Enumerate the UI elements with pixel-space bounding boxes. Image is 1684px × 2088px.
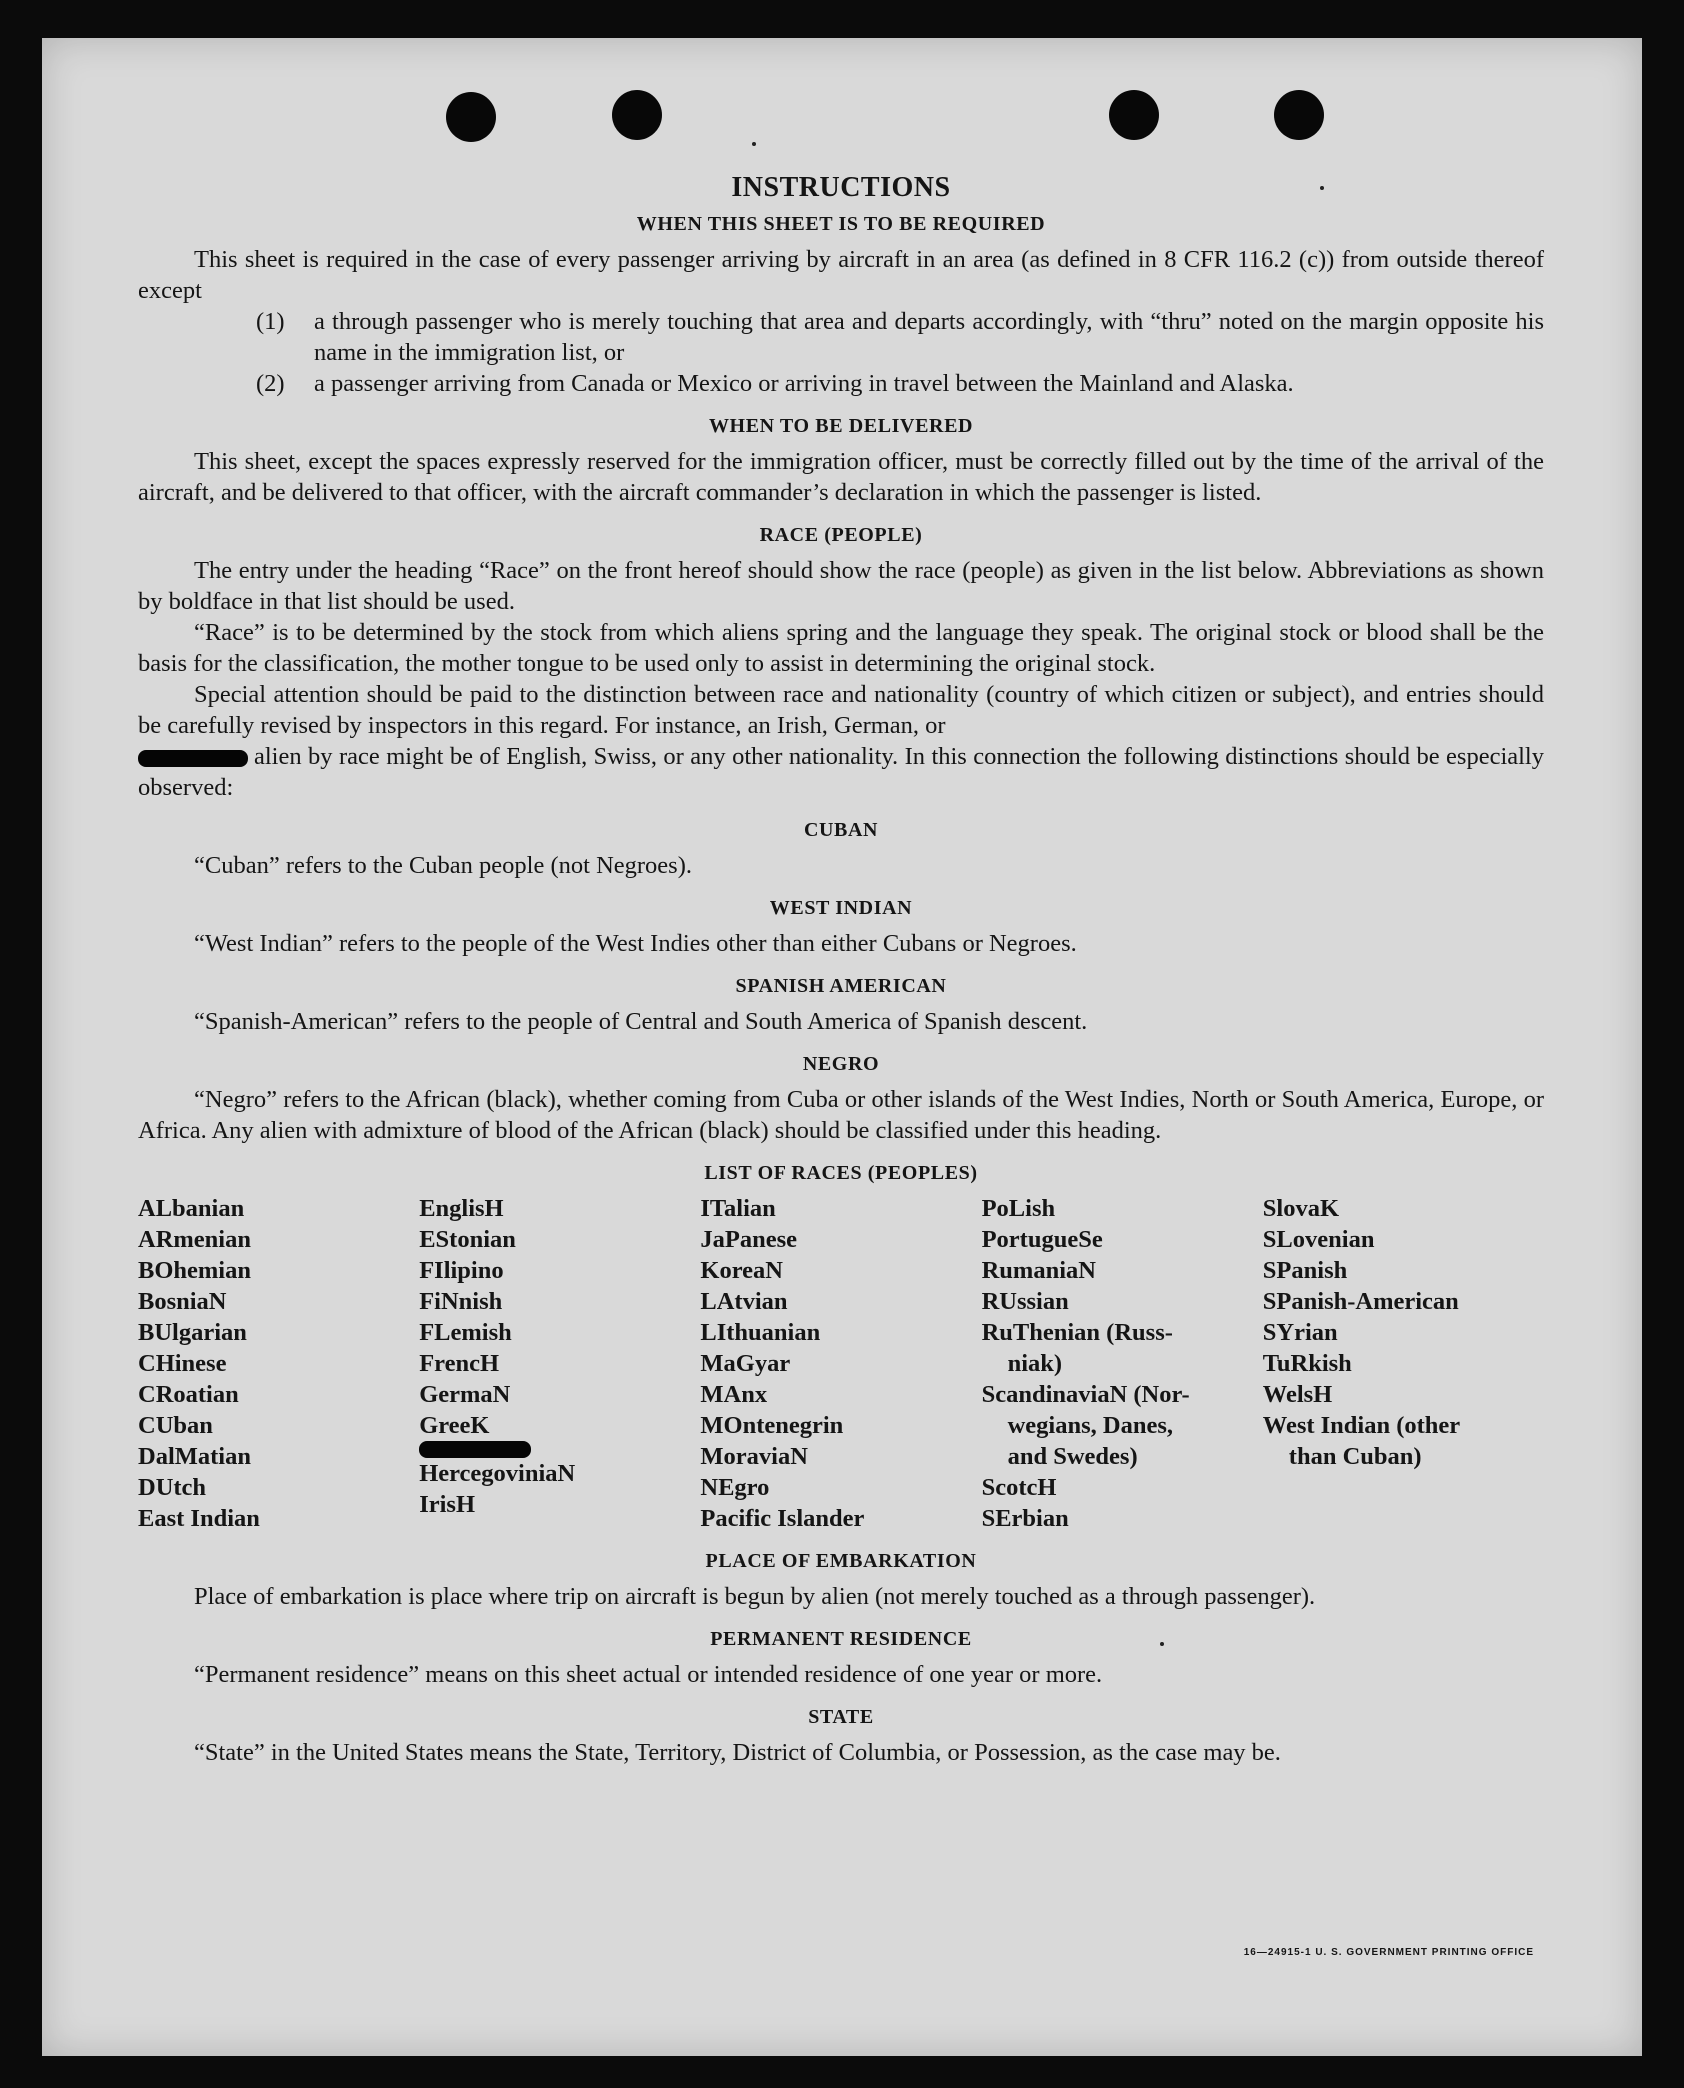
spanish-american-text: “Spanish-American” refers to the people of Central and South America of Spanish descent. [194, 1008, 1088, 1035]
races-column-3 [700, 1193, 981, 1534]
races-list [138, 1193, 1544, 1534]
race-entry: MoraviaN [700, 1443, 808, 1470]
race-paragraph-1: The entry under the heading “Race” on the front hereof should show the race (people) as given in the list below. Abbreviations as shown by boldface in that list should be used. [138, 557, 1544, 615]
heading-race: RACE (PEOPLE) [759, 524, 923, 546]
instructions-body [138, 166, 1544, 1768]
race-entry-continued: than Cuban) [1288, 1443, 1422, 1470]
race-entry: KoreaN [700, 1257, 783, 1284]
race-entry: RuThenian (Russ- [981, 1319, 1173, 1346]
document-sheet [42, 38, 1642, 2056]
race-entry: SPanish [1262, 1257, 1348, 1284]
west-indian-text: “West Indian” refers to the people of the West Indies other than either Cubans or Negroes. [194, 930, 1077, 957]
race-entry: SYrian [1262, 1319, 1338, 1346]
race-entry: RUssian [981, 1288, 1069, 1315]
race-entry: ALbanian [138, 1195, 245, 1222]
punch-hole-2 [612, 90, 662, 140]
embarkation-text: Place of embarkation is place where trip on aircraft is begun by alien (not merely touched as a through passenger). [194, 1583, 1316, 1610]
race-entry: GreeK [419, 1412, 490, 1439]
race-entry: MaGyar [700, 1350, 791, 1377]
printer-imprint: 16—24915-1 U. S. GOVERNMENT PRINTING OFFICE [1243, 1947, 1534, 1958]
race-entry: DalMatian [138, 1443, 251, 1470]
item-text: a passenger arriving from Canada or Mexico or arriving in travel between the Mainland and Alaska. [314, 370, 1294, 397]
heading-state: STATE [808, 1706, 874, 1728]
race-paragraph-3-end: alien by race might be of English, Swiss, or any other nationality. In this connection the following distinctions should be especially observed: [138, 743, 1544, 801]
race-entry: BUlgarian [138, 1319, 247, 1346]
race-entry: FLemish [419, 1319, 512, 1346]
page-title: INSTRUCTIONS [731, 172, 951, 203]
heading-negro: NEGRO [802, 1053, 880, 1075]
race-entry: JaPanese [700, 1226, 798, 1253]
state-text: “State” in the United States means the State, Territory, District of Columbia, or Possession, as the case may be. [194, 1739, 1281, 1766]
redaction-mark [419, 1441, 531, 1458]
heading-when-required: WHEN THIS SHEET IS TO BE REQUIRED [636, 213, 1046, 235]
race-entry: FIlipino [419, 1257, 504, 1284]
race-entry: EnglisH [419, 1195, 504, 1222]
race-entry: CUban [138, 1412, 213, 1439]
exception-item-2 [138, 368, 1544, 399]
speck [752, 142, 756, 146]
race-entry: SlovaK [1262, 1195, 1340, 1222]
heading-permanent-residence: PERMANENT RESIDENCE [710, 1628, 972, 1650]
race-entry: MOntenegrin [700, 1412, 844, 1439]
punch-hole-1 [446, 92, 496, 142]
residence-text: “Permanent residence” means on this sheet actual or intended residence of one year or more. [194, 1661, 1103, 1688]
race-entry: CRoatian [138, 1381, 239, 1408]
heading-west-indian: WEST INDIAN [769, 897, 913, 919]
race-entry: West Indian (other [1262, 1412, 1461, 1439]
races-column-5 [1263, 1193, 1544, 1534]
race-entry: NEgro [700, 1474, 770, 1501]
race-entry: IrisH [419, 1491, 475, 1518]
race-entry: East Indian [138, 1505, 260, 1532]
race-entry: ITalian [700, 1195, 776, 1222]
race-entry: FrencH [419, 1350, 500, 1377]
heading-cuban: CUBAN [803, 819, 879, 841]
cuban-text: “Cuban” refers to the Cuban people (not Negroes). [194, 852, 692, 879]
race-entry: SErbian [981, 1505, 1069, 1532]
races-column-2 [419, 1193, 700, 1534]
race-entry-continued: and Swedes) [1007, 1443, 1138, 1470]
race-entry: Pacific Islander [700, 1505, 865, 1532]
race-entry: TuRkish [1262, 1350, 1352, 1377]
race-entry: BOhemian [138, 1257, 251, 1284]
race-entry: DUtch [138, 1474, 207, 1501]
item-number: (2) [256, 370, 285, 397]
punch-hole-3 [1109, 90, 1159, 140]
race-entry: RumaniaN [981, 1257, 1096, 1284]
race-entry: ScandinaviaN (Nor- [981, 1381, 1190, 1408]
race-entry: LAtvian [700, 1288, 788, 1315]
race-entry: SLovenian [1262, 1226, 1375, 1253]
race-entry: SPanish-American [1262, 1288, 1459, 1315]
race-entry: EStonian [419, 1226, 516, 1253]
race-entry: BosniaN [138, 1288, 227, 1315]
race-paragraph-3 [138, 679, 1544, 803]
heading-place-of-embarkation: PLACE OF EMBARKATION [705, 1550, 977, 1572]
item-text: a through passenger who is merely touching that area and departs accordingly, with “thru” noted on the margin opposite his name in the immigration list, or [314, 308, 1544, 366]
heading-list-of-races: LIST OF RACES (PEOPLES) [704, 1162, 978, 1184]
item-number: (1) [256, 308, 285, 335]
heading-when-delivered: WHEN TO BE DELIVERED [708, 415, 974, 437]
race-entry: HercegoviniaN [419, 1460, 576, 1487]
punch-hole-4 [1274, 90, 1324, 140]
races-column-4 [982, 1193, 1263, 1534]
race-entry: WelsH [1262, 1381, 1333, 1408]
redacted-race-entry [419, 1441, 700, 1458]
race-entry: GermaN [419, 1381, 511, 1408]
race-entry-continued: niak) [1007, 1350, 1063, 1377]
race-entry: PoLish [981, 1195, 1056, 1222]
race-entry: CHinese [138, 1350, 227, 1377]
race-entry: LIthuanian [700, 1319, 821, 1346]
heading-spanish-american: SPANISH AMERICAN [735, 975, 947, 997]
delivered-text: This sheet, except the spaces expressly reserved for the immigration officer, must be correctly filled out by the time of the arrival of the aircraft, and be delivered to that officer, with the aircraft commander’s declaration in which the passenger is listed. [138, 448, 1544, 506]
exception-item-1 [138, 306, 1544, 368]
race-entry: FiNnish [419, 1288, 503, 1315]
races-column-1 [138, 1193, 419, 1534]
redaction-mark [138, 750, 248, 767]
race-entry-continued: wegians, Danes, [1007, 1412, 1173, 1439]
race-entry: ScotcH [981, 1474, 1057, 1501]
race-paragraph-2: “Race” is to be determined by the stock from which aliens spring and the language they speak. The original stock or blood shall be the basis for the classification, the mother tongue to be used only to assist in determining the original stock. [138, 619, 1544, 677]
race-entry: PortugueSe [981, 1226, 1103, 1253]
race-paragraph-3-start: Special attention should be paid to the distinction between race and nationality (country of which citizen or subject), and entries should be carefully revised by inspectors in this regard. For instance, an Irish, German, or [138, 681, 1544, 739]
negro-text: “Negro” refers to the African (black), whether coming from Cuba or other islands of the West Indies, North or South America, Europe, or Africa. Any alien with admixture of blood of the African (black) should be classified under this heading. [138, 1086, 1544, 1144]
required-intro: This sheet is required in the case of every passenger arriving by aircraft in an area (as defined in 8 CFR 116.2 (c)) from outside thereof except [138, 246, 1544, 304]
race-entry: MAnx [700, 1381, 768, 1408]
race-entry: ARmenian [138, 1226, 251, 1253]
